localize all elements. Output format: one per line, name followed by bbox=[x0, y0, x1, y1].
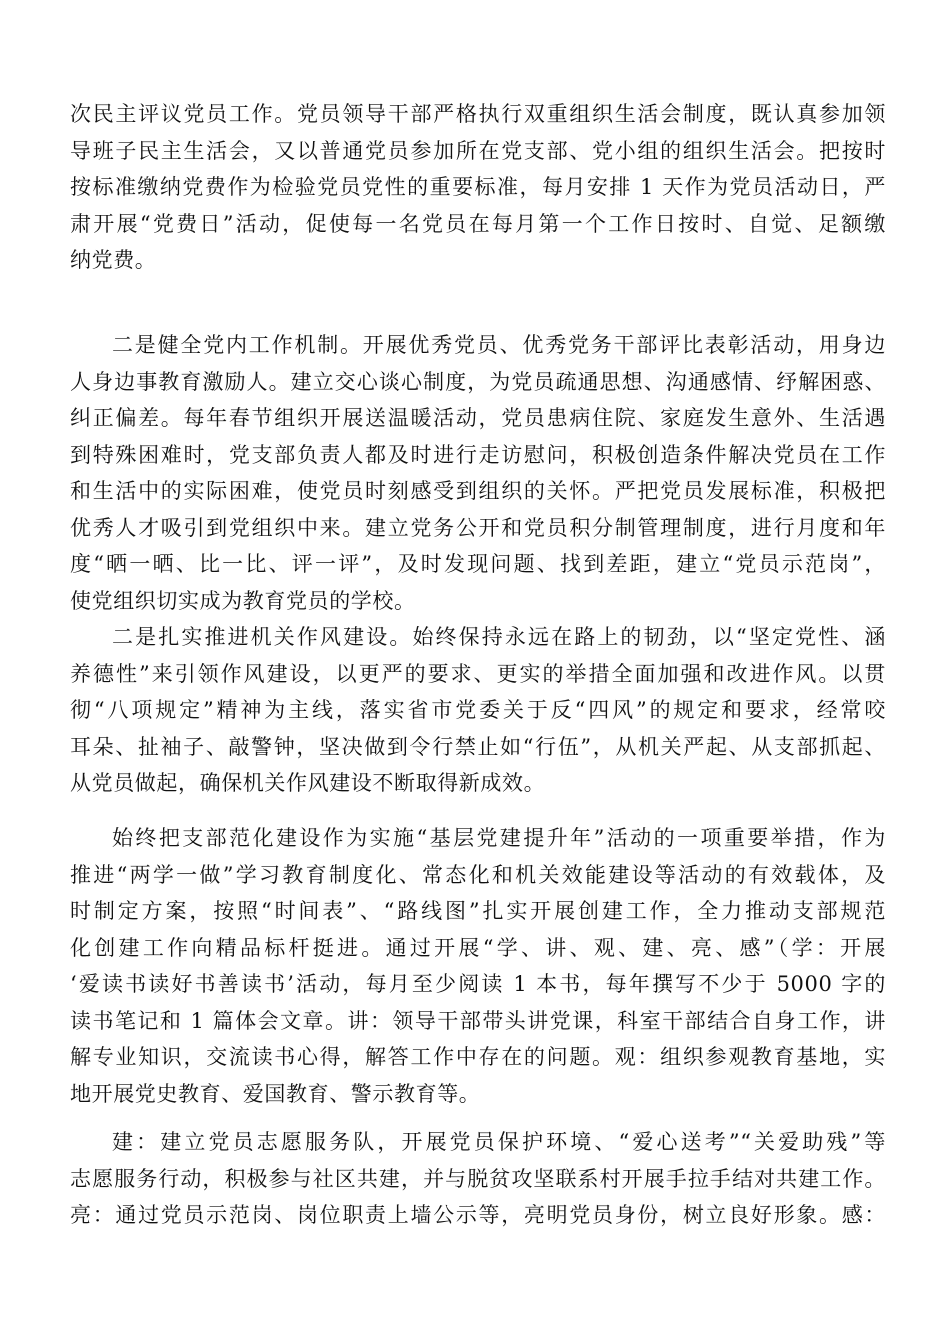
text-line: 导班子民主生活会，又以普通党员参加所在党支部、党小组的组织生活会。把按时 bbox=[70, 138, 886, 163]
paragraph-1 bbox=[70, 96, 886, 279]
text-line: 推进“两学一做”学习教育制度化、常态化和机关效能建设等活动的有效载体，及 bbox=[70, 862, 886, 887]
text-line: 纳党费。 bbox=[70, 248, 157, 272]
text-line: 解专业知识，交流读书心得，解答工作中存在的问题。观：组织参观教育基地，实 bbox=[70, 1045, 886, 1069]
text-line: 二是扎实推进机关作风建设。始终保持永远在路上的韧劲，以“坚定党性、涵 bbox=[112, 625, 886, 649]
text-line: 人身边事教育激励人。建立交心谈心制度，为党员疏通思想、沟通感情、纾解困惑、 bbox=[70, 369, 886, 394]
text-line: 志愿服务行动，积极参与社区共建，并与脱贫攻坚联系村开展手拉手结对共建工作。 bbox=[70, 1166, 886, 1191]
text-line: 建：建立党员志愿服务队，开展党员保护环境、“爱心送考”“关爱助残”等 bbox=[112, 1130, 886, 1154]
text-line: 养德性”来引领作风建设，以更严的要求、更实的举措全面加强和改进作风。以贯 bbox=[70, 661, 886, 686]
text-line: 次民主评议党员工作。党员领导干部严格执行双重组织生活会制度，既认真参加领 bbox=[70, 102, 886, 126]
text-line: 耳朵、扯袖子、敲警钟，坚决做到令行禁止如“行伍”，从机关严起、从支部抓起、 bbox=[70, 734, 886, 759]
text-line: 优秀人才吸引到党组织中来。建立党务公开和党员积分制管理制度，进行月度和年 bbox=[70, 515, 886, 540]
text-line: 使党组织切实成为教育党员的学校。 bbox=[70, 588, 416, 613]
text-line: 到特殊困难时，党支部负责人都及时进行走访慰问，积极创造条件解决党员在工作 bbox=[70, 442, 886, 467]
text-line: 读书笔记和 1 篇体会文章。讲：领导干部带头讲党课，科室干部结合自身工作，讲 bbox=[70, 1008, 886, 1033]
text-line: 时制定方案，按照“时间表”、“路线图”扎实开展创建工作，全力推动支部规范 bbox=[70, 899, 886, 923]
text-line: 地开展党史教育、爱国教育、警示教育等。 bbox=[70, 1081, 481, 1106]
text-line: 彻“八项规定”精神为主线，落实省市党委关于反“四风”的规定和要求，经常咬 bbox=[70, 698, 886, 722]
text-line: 亮：通过党员示范岗、岗位职责上墙公示等，亮明党员身份，树立良好形象。感： bbox=[70, 1203, 886, 1227]
text-line: 和生活中的实际困难，使党员时刻感受到组织的关怀。严把党员发展标准，积极把 bbox=[70, 479, 886, 503]
text-line: 肃开展“党费日”活动，促使每一名党员在每月第一个工作日按时、自觉、足额缴 bbox=[70, 211, 886, 236]
text-line: ‘爱读书读好书善读书’活动，每月至少阅读 1 本书，每年撰写不少于 5000 字的 bbox=[70, 972, 886, 996]
paragraph-4 bbox=[70, 820, 886, 1112]
text-line: 从党员做起，确保机关作风建设不断取得新成效。 bbox=[70, 771, 546, 795]
text-line: 始终把支部范化建设作为实施“基层党建提升年”活动的一项重要举措，作为 bbox=[112, 826, 886, 850]
text-line: 按标准缴纳党费作为检验党员党性的重要标准，每月安排 1 天作为党员活动日，严 bbox=[70, 175, 886, 199]
paragraph-2 bbox=[70, 327, 886, 619]
text-line: 二是健全党内工作机制。开展优秀党员、优秀党务干部评比表彰活动，用身边 bbox=[112, 333, 886, 357]
paragraph-3 bbox=[70, 619, 886, 802]
text-line: 纠正偏差。每年春节组织开展送温暖活动，党员患病住院、家庭发生意外、生活遇 bbox=[70, 406, 886, 430]
text-line: 化创建工作向精品标杆挺进。通过开展“学、讲、观、建、亮、感”（学：开展 bbox=[70, 935, 886, 960]
text-line: 度“晒一晒、比一比、评一评”，及时发现问题、找到差距，建立“党员示范岗”， bbox=[70, 552, 886, 576]
paragraph-5 bbox=[70, 1124, 886, 1234]
